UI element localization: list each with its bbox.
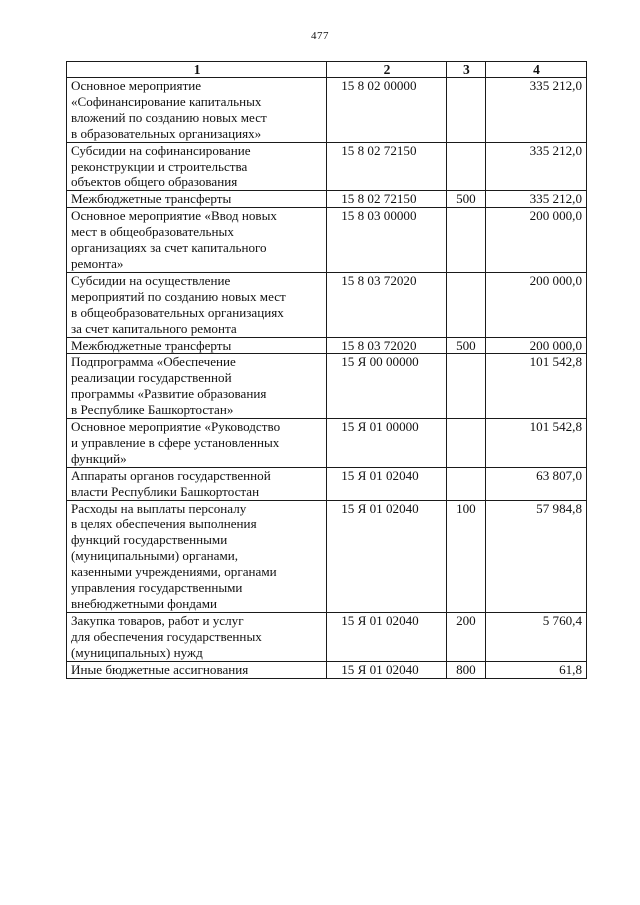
row-name-cell bbox=[67, 612, 327, 661]
row-name-line: Межбюджетные трансферты bbox=[71, 337, 232, 353]
table-row bbox=[67, 467, 587, 500]
row-name-line: реконструкции и строительства bbox=[71, 158, 248, 174]
row-amount-cell: 57 984,8 bbox=[485, 500, 586, 612]
row-type-cell bbox=[446, 467, 485, 500]
row-type-cell bbox=[446, 142, 485, 191]
row-code-cell: 15 Я 01 02040 bbox=[327, 467, 447, 500]
row-name-line: Субсидии на осуществление bbox=[71, 272, 231, 288]
row-name-cell bbox=[67, 354, 327, 419]
row-type-cell bbox=[446, 419, 485, 468]
row-name-cell bbox=[67, 208, 327, 273]
row-name-cell bbox=[67, 272, 327, 337]
table-row bbox=[67, 500, 587, 612]
row-amount-cell: 335 212,0 bbox=[485, 78, 586, 143]
row-name-line: вложений по созданию новых мест bbox=[71, 109, 267, 125]
row-code-cell: 15 8 03 72020 bbox=[327, 337, 447, 354]
row-code-cell: 15 Я 01 02040 bbox=[327, 500, 447, 612]
row-name-cell bbox=[67, 191, 327, 208]
row-name-line: в общеобразовательных организациях bbox=[71, 304, 284, 320]
table-row bbox=[67, 354, 587, 419]
table-row bbox=[67, 661, 587, 678]
row-amount-cell: 5 760,4 bbox=[485, 612, 586, 661]
row-name-cell bbox=[67, 467, 327, 500]
row-name-line: Основное мероприятие «Ввод новых bbox=[71, 208, 277, 224]
table-row bbox=[67, 78, 587, 143]
column-header-1: 1 bbox=[67, 62, 327, 78]
row-name-line: «Софинансирование капитальных bbox=[71, 93, 262, 109]
row-name-line: функций» bbox=[71, 450, 127, 466]
row-name-line: Аппараты органов государственной bbox=[71, 467, 271, 483]
row-type-cell bbox=[446, 208, 485, 273]
row-amount-cell: 101 542,8 bbox=[485, 419, 586, 468]
row-name-line: власти Республики Башкортостан bbox=[71, 483, 260, 499]
row-name-line: организациях за счет капитального bbox=[71, 240, 267, 256]
row-type-cell: 200 bbox=[446, 612, 485, 661]
table-row bbox=[67, 612, 587, 661]
table-row bbox=[67, 337, 587, 354]
row-name-cell bbox=[67, 78, 327, 143]
row-name-line: за счет капитального ремонта bbox=[71, 320, 237, 336]
row-name-line: для обеспечения государственных bbox=[71, 628, 262, 644]
row-amount-cell: 200 000,0 bbox=[485, 272, 586, 337]
row-name-cell bbox=[67, 142, 327, 191]
row-code-cell: 15 Я 01 02040 bbox=[327, 661, 447, 678]
row-amount-cell: 63 807,0 bbox=[485, 467, 586, 500]
row-code-cell: 15 Я 01 00000 bbox=[327, 419, 447, 468]
column-header-4: 4 bbox=[485, 62, 586, 78]
row-name-line: в образовательных организациях» bbox=[71, 125, 262, 141]
row-code-cell: 15 8 03 72020 bbox=[327, 272, 447, 337]
row-name-line: Расходы на выплаты персоналу bbox=[71, 500, 247, 516]
row-name-line: в Республике Башкортостан» bbox=[71, 402, 234, 418]
row-name-line: Закупка товаров, работ и услуг bbox=[71, 612, 244, 628]
row-name-line: мест в общеобразовательных bbox=[71, 224, 234, 240]
row-code-cell: 15 8 03 00000 bbox=[327, 208, 447, 273]
row-name-line: Основное мероприятие «Руководство bbox=[71, 419, 281, 435]
row-name-cell bbox=[67, 500, 327, 612]
row-amount-cell: 200 000,0 bbox=[485, 208, 586, 273]
row-name-line: мероприятий по созданию новых мест bbox=[71, 288, 286, 304]
row-code-cell: 15 8 02 72150 bbox=[327, 142, 447, 191]
row-name-line: управления государственными bbox=[71, 580, 243, 596]
row-code-cell: 15 8 02 72150 bbox=[327, 191, 447, 208]
row-name-line: Межбюджетные трансферты bbox=[71, 191, 232, 207]
row-amount-cell: 101 542,8 bbox=[485, 354, 586, 419]
row-name-line: и управление в сфере установленных bbox=[71, 434, 280, 450]
row-amount-cell: 200 000,0 bbox=[485, 337, 586, 354]
row-name-cell bbox=[67, 419, 327, 468]
row-type-cell bbox=[446, 78, 485, 143]
row-type-cell: 800 bbox=[446, 661, 485, 678]
row-name-line: внебюджетными фондами bbox=[71, 596, 218, 611]
row-name-line: Иные бюджетные ассигнования bbox=[71, 661, 249, 677]
row-name-line: в целях обеспечения выполнения bbox=[71, 516, 257, 532]
table-row bbox=[67, 142, 587, 191]
column-header-2: 2 bbox=[327, 62, 447, 78]
row-name-cell bbox=[67, 661, 327, 678]
row-type-cell: 500 bbox=[446, 191, 485, 208]
row-name-line: Основное мероприятие bbox=[71, 78, 202, 93]
row-name-line: (муниципальных) нужд bbox=[71, 644, 203, 660]
row-name-line: функций государственными bbox=[71, 532, 228, 548]
table-row bbox=[67, 272, 587, 337]
row-name-line: ремонта» bbox=[71, 255, 124, 271]
page-number: 477 bbox=[311, 30, 329, 42]
column-header-3: 3 bbox=[446, 62, 485, 78]
row-amount-cell: 335 212,0 bbox=[485, 191, 586, 208]
table-row bbox=[67, 419, 587, 468]
table-row bbox=[67, 208, 587, 273]
row-code-cell: 15 8 02 00000 bbox=[327, 78, 447, 143]
row-code-cell: 15 Я 00 00000 bbox=[327, 354, 447, 419]
row-amount-cell: 335 212,0 bbox=[485, 142, 586, 191]
row-amount-cell: 61,8 bbox=[485, 661, 586, 678]
budget-table bbox=[66, 61, 587, 679]
row-name-line: (муниципальными) органами, bbox=[71, 548, 239, 564]
row-code-cell: 15 Я 01 02040 bbox=[327, 612, 447, 661]
row-type-cell bbox=[446, 272, 485, 337]
table-header-row bbox=[67, 62, 587, 78]
row-name-line: реализации государственной bbox=[71, 370, 232, 386]
row-type-cell bbox=[446, 354, 485, 419]
row-name-line: Субсидии на софинансирование bbox=[71, 142, 251, 158]
row-name-line: программы «Развитие образования bbox=[71, 386, 267, 402]
row-name-cell bbox=[67, 337, 327, 354]
table-row bbox=[67, 191, 587, 208]
row-name-line: казенными учреждениями, органами bbox=[71, 564, 277, 580]
row-type-cell: 100 bbox=[446, 500, 485, 612]
row-name-line: объектов общего образования bbox=[71, 174, 238, 190]
row-name-line: Подпрограмма «Обеспечение bbox=[71, 354, 236, 370]
row-type-cell: 500 bbox=[446, 337, 485, 354]
